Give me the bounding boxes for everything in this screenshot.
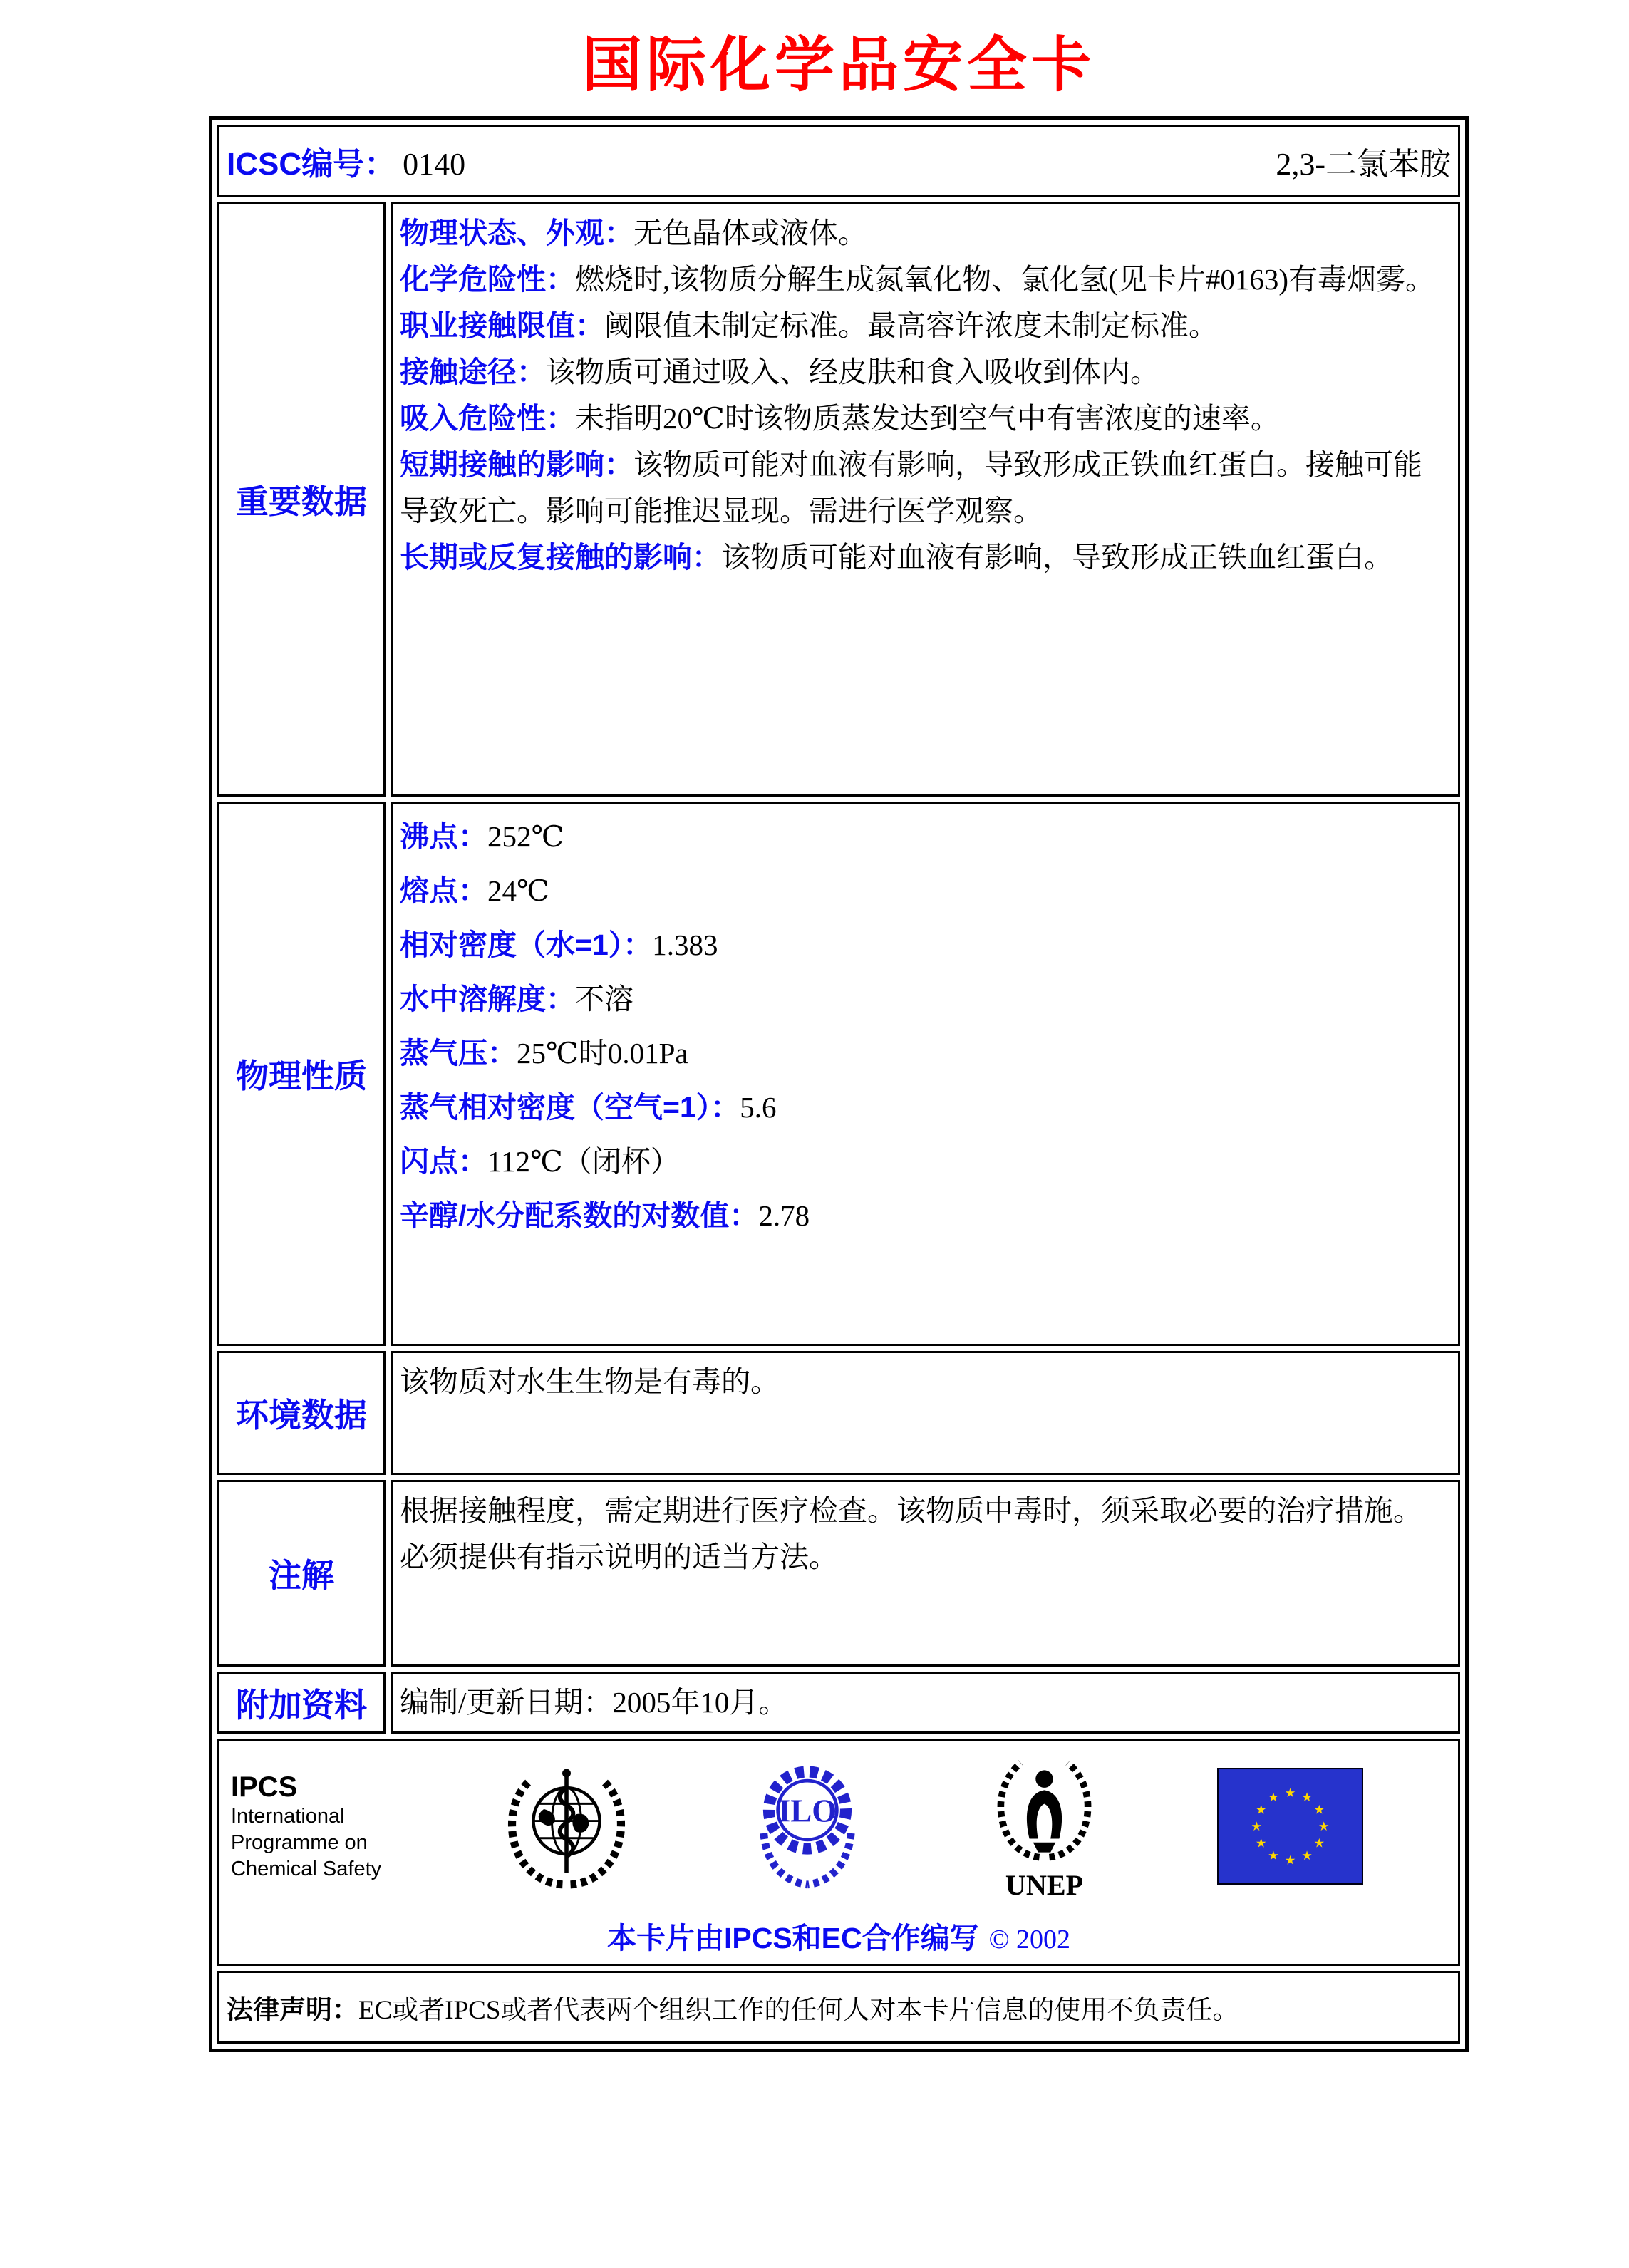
icsc-number-value: 0140 bbox=[403, 147, 466, 182]
item-text: 编制/更新日期：2005年10月。 bbox=[400, 1686, 788, 1719]
ipcs-acronym: IPCS bbox=[231, 1771, 298, 1803]
item-text: 2.78 bbox=[758, 1199, 810, 1232]
item-label: 短期接触的影响： bbox=[400, 448, 634, 481]
chemical-name: 2,3-二氯苯胺 bbox=[1276, 147, 1451, 182]
footer-credit-text: 本卡片由IPCS和EC合作编写 bbox=[606, 1922, 979, 1954]
item-label: 辛醇/水分配系数的对数值： bbox=[400, 1199, 759, 1232]
svg-text:★: ★ bbox=[1255, 1836, 1267, 1851]
ipcs-subtitle-line3: Chemical Safety bbox=[231, 1857, 382, 1880]
section-label-cell-important-data bbox=[217, 202, 386, 797]
page-title: 国际化学品安全卡 bbox=[581, 33, 1095, 99]
data-item bbox=[400, 1488, 1451, 1580]
property-item bbox=[400, 1080, 1451, 1134]
data-item bbox=[400, 303, 1451, 349]
legal-label: 法律声明： bbox=[227, 1995, 358, 2024]
item-text: 5.6 bbox=[740, 1091, 777, 1124]
svg-text:★: ★ bbox=[1300, 1791, 1313, 1806]
row-physical-properties bbox=[217, 802, 1460, 1346]
row-legal bbox=[217, 1971, 1460, 2044]
unep-logo-icon bbox=[982, 1748, 1107, 1905]
item-text: 该物质可能对血液有影响，导致形成正铁血红蛋白。接触可能导致死亡。影响可能推迟显现。需进行医学观察。 bbox=[400, 448, 1422, 527]
data-item bbox=[400, 1679, 1451, 1726]
svg-text:★: ★ bbox=[1313, 1836, 1325, 1851]
section-content-important-data bbox=[391, 202, 1460, 797]
property-item bbox=[400, 1134, 1451, 1189]
item-text: 无色晶体或液体。 bbox=[634, 217, 867, 249]
svg-text:★: ★ bbox=[1318, 1820, 1329, 1835]
ilo-logo-icon bbox=[743, 1759, 872, 1894]
data-item bbox=[400, 257, 1451, 303]
item-text: 该物质可通过吸入、经皮肤和食入吸收到体内。 bbox=[546, 356, 1159, 388]
item-label: 蒸气相对密度（空气=1）： bbox=[400, 1091, 740, 1124]
section-label-notes: 注解 bbox=[269, 1557, 334, 1594]
section-label-important-data: 重要数据 bbox=[236, 483, 367, 520]
item-text: 252℃ bbox=[487, 820, 564, 853]
row-important-data bbox=[217, 202, 1460, 797]
logo-row bbox=[445, 1748, 1447, 1905]
svg-text:★: ★ bbox=[1267, 1848, 1279, 1863]
data-item bbox=[400, 442, 1451, 534]
property-item bbox=[400, 1026, 1451, 1080]
row-additional-info bbox=[217, 1672, 1460, 1734]
svg-text:★: ★ bbox=[1255, 1803, 1267, 1818]
item-text: 燃烧时,该物质分解生成氮氧化物、氯化氢(见卡片#0163)有毒烟雾。 bbox=[575, 263, 1435, 296]
section-content-additional-info bbox=[391, 1672, 1460, 1734]
property-item bbox=[400, 1189, 1451, 1243]
svg-text:★: ★ bbox=[1267, 1791, 1279, 1806]
footer-cell bbox=[217, 1739, 1460, 1966]
property-item bbox=[400, 864, 1451, 918]
item-text: 25℃时0.01Pa bbox=[517, 1037, 688, 1070]
header-cell bbox=[217, 125, 1460, 197]
icsc-card-table bbox=[209, 116, 1469, 2052]
unep-letters: UNEP bbox=[1005, 1869, 1083, 1902]
item-label: 物理状态、外观： bbox=[400, 217, 634, 249]
item-label: 吸入危险性： bbox=[400, 402, 575, 435]
data-item bbox=[400, 395, 1451, 442]
item-text: 112℃（闭杯） bbox=[487, 1145, 680, 1178]
item-label: 长期或反复接触的影响： bbox=[400, 541, 721, 574]
data-item bbox=[400, 1359, 1451, 1405]
ipcs-wordmark bbox=[231, 1771, 445, 1883]
section-label-additional-info: 附加资料 bbox=[236, 1686, 367, 1724]
item-label: 水中溶解度： bbox=[400, 983, 575, 1015]
item-text: 阈限值未制定标准。最高容许浓度未制定标准。 bbox=[604, 309, 1218, 342]
item-label: 蒸气压： bbox=[400, 1037, 517, 1070]
item-text: 该物质对水生生物是有毒的。 bbox=[400, 1365, 780, 1398]
section-label-cell-environmental-data bbox=[217, 1351, 386, 1475]
property-item bbox=[400, 809, 1451, 864]
ipcs-subtitle-line2: Programme on bbox=[231, 1831, 368, 1854]
svg-text:★: ★ bbox=[1284, 1853, 1296, 1868]
item-text: 根据接触程度，需定期进行医疗检查。该物质中毒时，须采取必要的治疗措施。必须提供有指示说明的适当方法。 bbox=[400, 1494, 1422, 1573]
item-label: 职业接触限值： bbox=[400, 309, 604, 342]
section-label-physical-properties: 物理性质 bbox=[236, 1057, 367, 1094]
footer-credit bbox=[231, 1915, 1447, 1957]
eu-flag-icon bbox=[1217, 1768, 1363, 1885]
item-label: 接触途径： bbox=[400, 356, 546, 388]
item-label: 相对密度（水=1）： bbox=[400, 928, 653, 961]
item-label: 沸点： bbox=[400, 820, 487, 853]
legal-text: EC或者IPCS或者代表两个组织工作的任何人对本卡片信息的使用不负责任。 bbox=[358, 1996, 1239, 2025]
data-item bbox=[400, 349, 1451, 395]
item-label: 化学危险性： bbox=[400, 263, 575, 296]
item-label: 闪点： bbox=[400, 1145, 487, 1178]
section-label-cell-notes bbox=[217, 1480, 386, 1667]
item-text: 24℃ bbox=[487, 874, 549, 907]
row-environmental-data bbox=[217, 1351, 1460, 1475]
section-label-cell-additional-info bbox=[217, 1672, 386, 1734]
data-item bbox=[400, 210, 1451, 257]
item-text: 1.383 bbox=[652, 928, 718, 961]
ilo-letters: ILO bbox=[777, 1793, 837, 1829]
legal-cell bbox=[217, 1971, 1460, 2044]
row-footer bbox=[217, 1739, 1460, 1966]
icsc-number-label: ICSC编号： bbox=[227, 147, 396, 182]
svg-text:★: ★ bbox=[1284, 1786, 1296, 1801]
section-content-physical-properties bbox=[391, 802, 1460, 1346]
data-item bbox=[400, 534, 1451, 581]
item-text: 未指明20℃时该物质蒸发达到空气中有害浓度的速率。 bbox=[575, 402, 1280, 435]
header-row bbox=[217, 125, 1460, 197]
item-text: 该物质可能对血液有影响，导致形成正铁血红蛋白。 bbox=[721, 541, 1393, 574]
item-label: 熔点： bbox=[400, 874, 487, 907]
svg-text:★: ★ bbox=[1313, 1803, 1325, 1818]
row-notes bbox=[217, 1480, 1460, 1667]
section-content-notes bbox=[391, 1480, 1460, 1667]
section-label-cell-physical-properties bbox=[217, 802, 386, 1346]
who-logo-icon bbox=[500, 1760, 633, 1892]
ipcs-subtitle-line1: International bbox=[231, 1804, 345, 1828]
section-content-environmental-data bbox=[391, 1351, 1460, 1475]
svg-text:★: ★ bbox=[1251, 1820, 1262, 1835]
item-text: 不溶 bbox=[575, 983, 634, 1015]
property-item bbox=[400, 972, 1451, 1026]
svg-text:★: ★ bbox=[1300, 1848, 1313, 1863]
property-item bbox=[400, 918, 1451, 972]
section-label-environmental-data: 环境数据 bbox=[236, 1397, 367, 1434]
footer-copyright: © 2002 bbox=[988, 1925, 1071, 1954]
